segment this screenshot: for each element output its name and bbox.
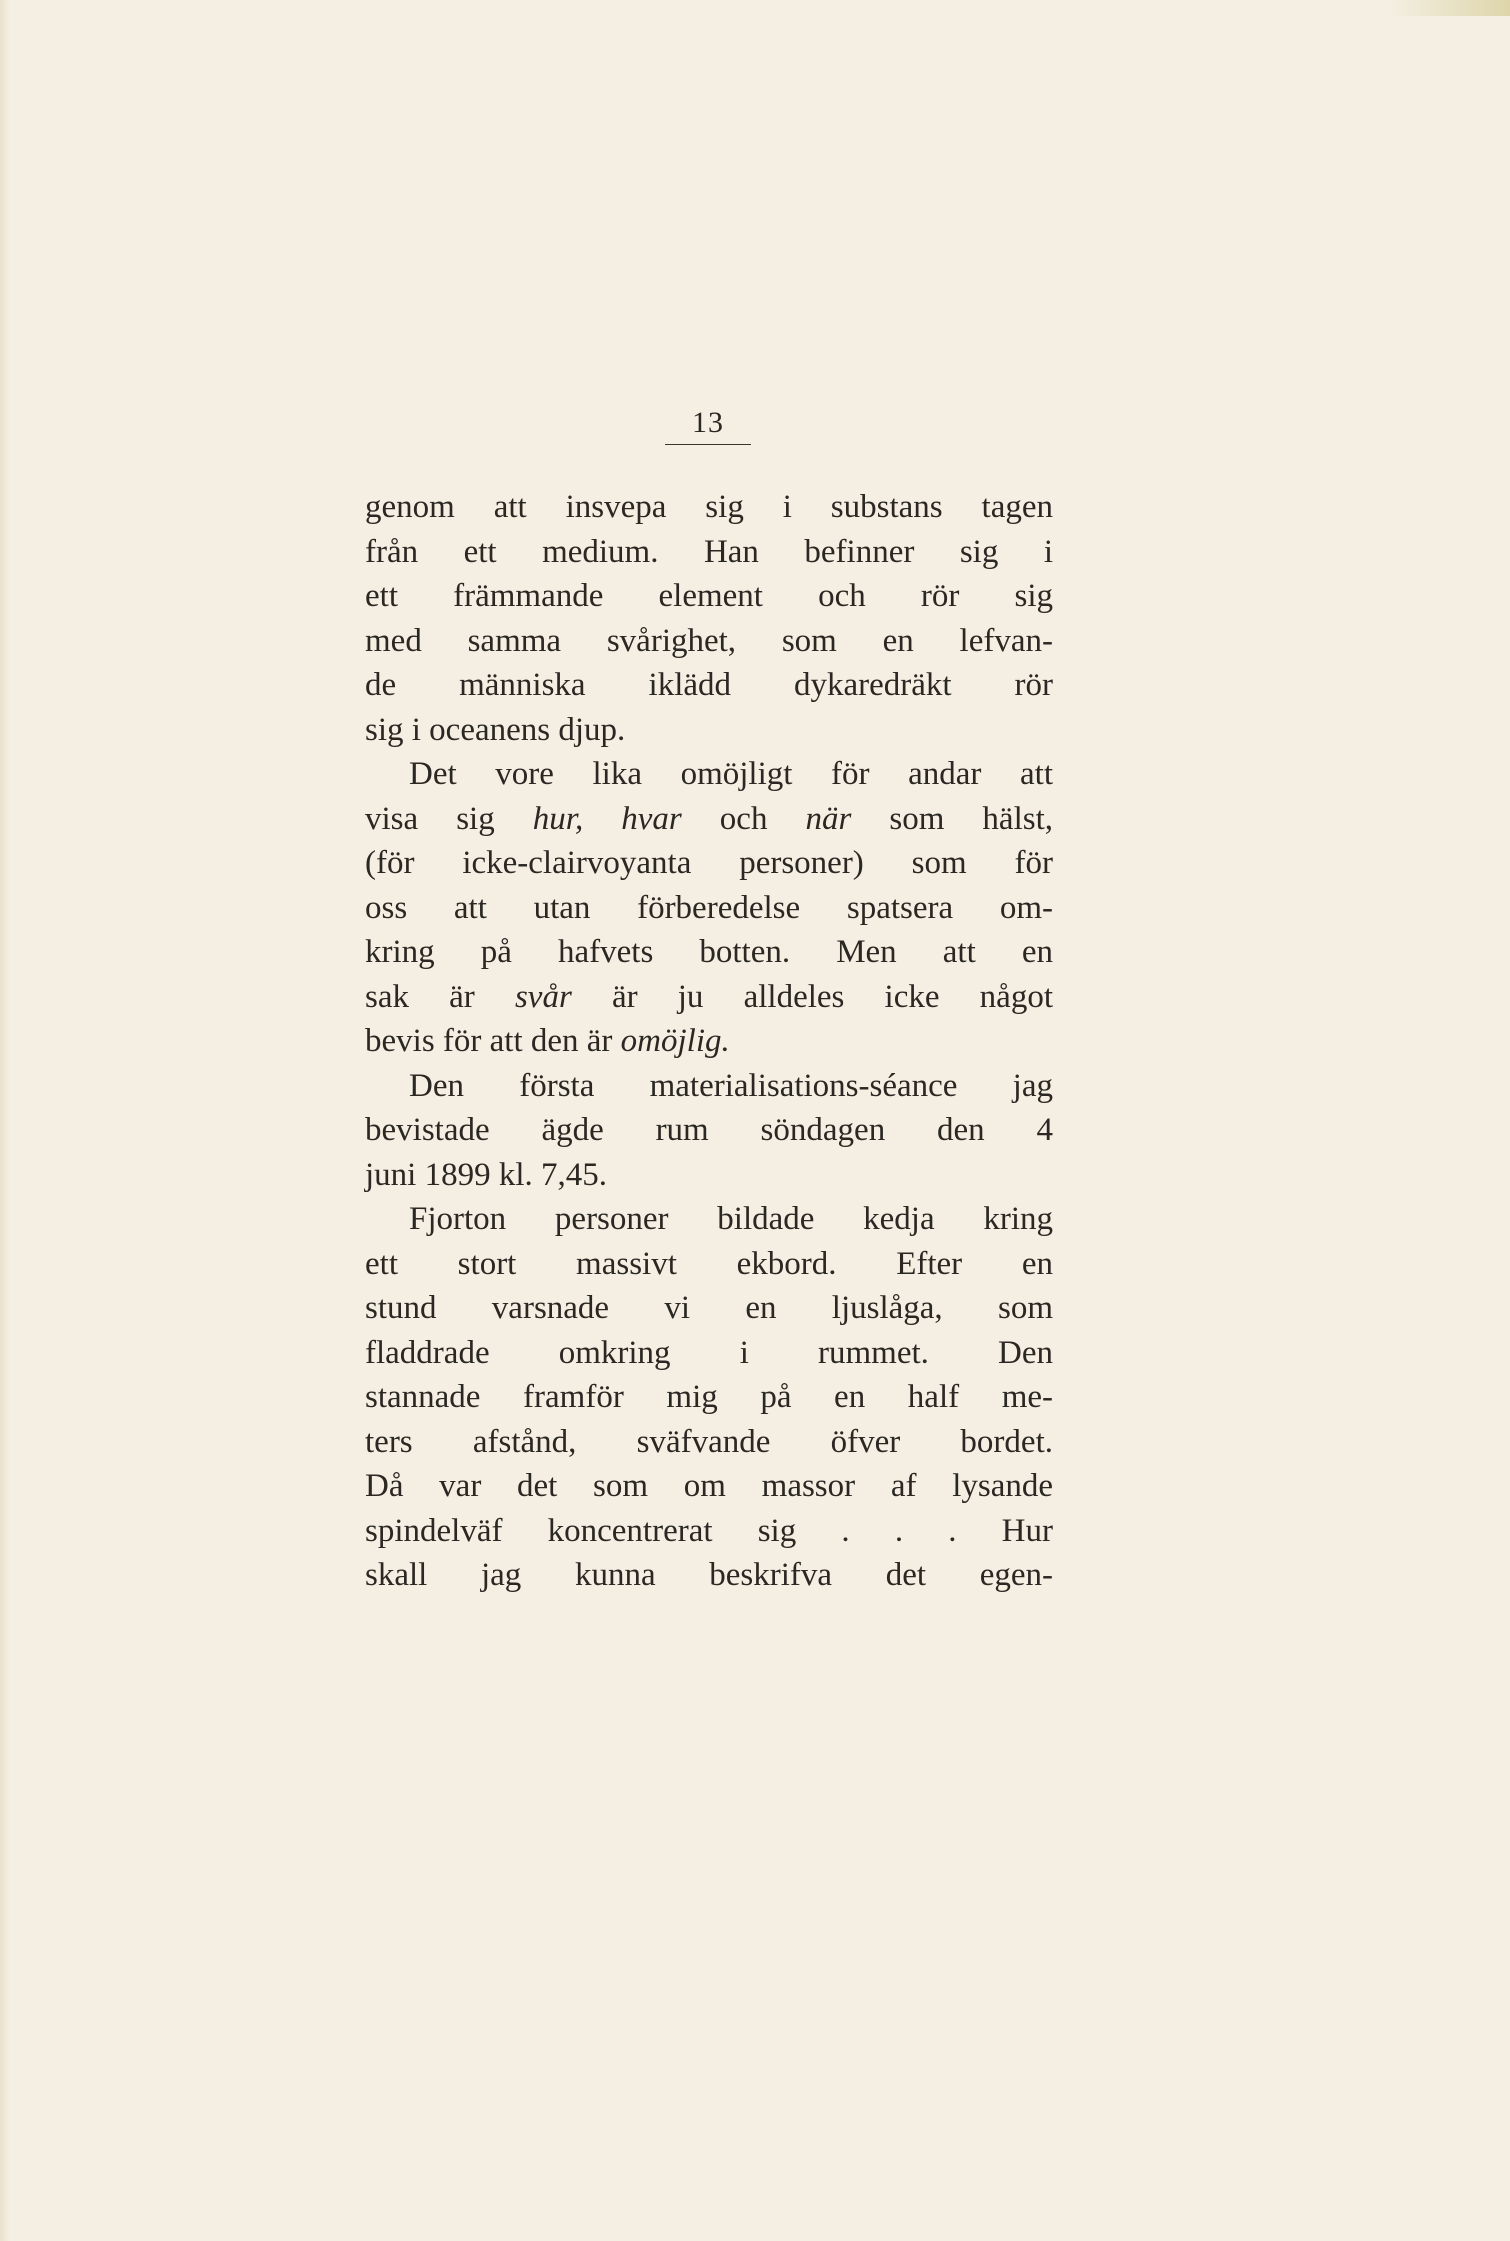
text-segment: de människa iklädd dykaredräkt rör [365,667,1053,703]
text-line [365,1553,1053,1598]
italic-word: när [805,800,852,837]
text-line [365,1464,1053,1509]
italic-word: hvar [621,800,682,837]
text-line [365,1509,1053,1554]
text-line [365,841,1053,886]
text-line [365,663,1053,708]
text-segment: med samma svårighet, som en lefvan- [365,622,1053,659]
text-line [365,708,1053,753]
text-line [365,752,1053,797]
italic-word: hur, [532,800,584,837]
body-text [365,485,1053,1598]
text-segment: sak är [365,978,515,1015]
text-segment: kring på hafvets botten. Men att en [365,934,1053,970]
text-segment: är ju alldeles icke något [571,978,1053,1015]
text-segment: skall jag kunna beskrifva det egen- [365,1557,1053,1593]
text-line [365,530,1053,575]
paper-stain [1390,0,1510,16]
text-segment: ett främmande element och rör sig [365,578,1053,614]
text-segment: Fjorton personer bildade kedja kring [409,1201,1053,1237]
italic-word: omöjlig. [620,1023,730,1059]
italic-word: svår [514,978,572,1015]
text-segment: som hälst, [851,800,1053,837]
text-line [365,1019,1053,1064]
text-segment: sig i oceanens djup. [365,711,626,748]
text-line [365,797,1053,842]
text-line [365,1420,1053,1465]
text-line [365,1286,1053,1331]
text-segment: visa sig [365,800,533,837]
text-line [365,1375,1053,1420]
text-segment: bevis för att den är [365,1023,621,1059]
text-segment: Den första materialisations-séance jag [409,1067,1053,1104]
text-segment [583,801,621,837]
text-line [365,975,1053,1020]
text-segment: oss att utan förberedelse spatsera om- [365,889,1053,926]
text-segment: bevistade ägde rum söndagen den 4 [365,1112,1053,1148]
text-segment: juni 1899 kl. 7,45. [365,1156,608,1193]
text-segment: stund varsnade vi en ljuslåga, som [365,1290,1053,1326]
text-segment: fladdrade omkring i rummet. Den [365,1334,1053,1371]
text-segment: Då var det som om massor af lysande [365,1468,1053,1504]
text-line [365,619,1053,664]
text-line [365,1242,1053,1287]
text-line [365,1108,1053,1153]
text-segment: genom att insvepa sig i substans tagen [365,489,1053,525]
text-line [365,574,1053,619]
text-segment: från ett medium. Han befinner sig i [365,533,1053,570]
text-segment: Det vore lika omöjligt för andar att [409,756,1053,792]
text-segment: stannade framför mig på en half me- [365,1379,1053,1415]
text-segment: (för icke-clairvoyanta personer) som för [365,845,1053,881]
text-segment: ters afstånd, sväfvande öfver bordet. [365,1423,1053,1460]
text-line [365,485,1053,530]
text-line [365,930,1053,975]
text-segment: spindelväf koncentrerat sig . . . Hur [365,1512,1053,1549]
text-line [365,1153,1053,1198]
text-line [365,1064,1053,1109]
text-segment: ett stort massivt ekbord. Efter en [365,1245,1053,1282]
text-segment: och [681,800,806,837]
page-number: 13 [665,406,751,445]
text-line [365,1331,1053,1376]
text-line [365,886,1053,931]
text-line [365,1197,1053,1242]
